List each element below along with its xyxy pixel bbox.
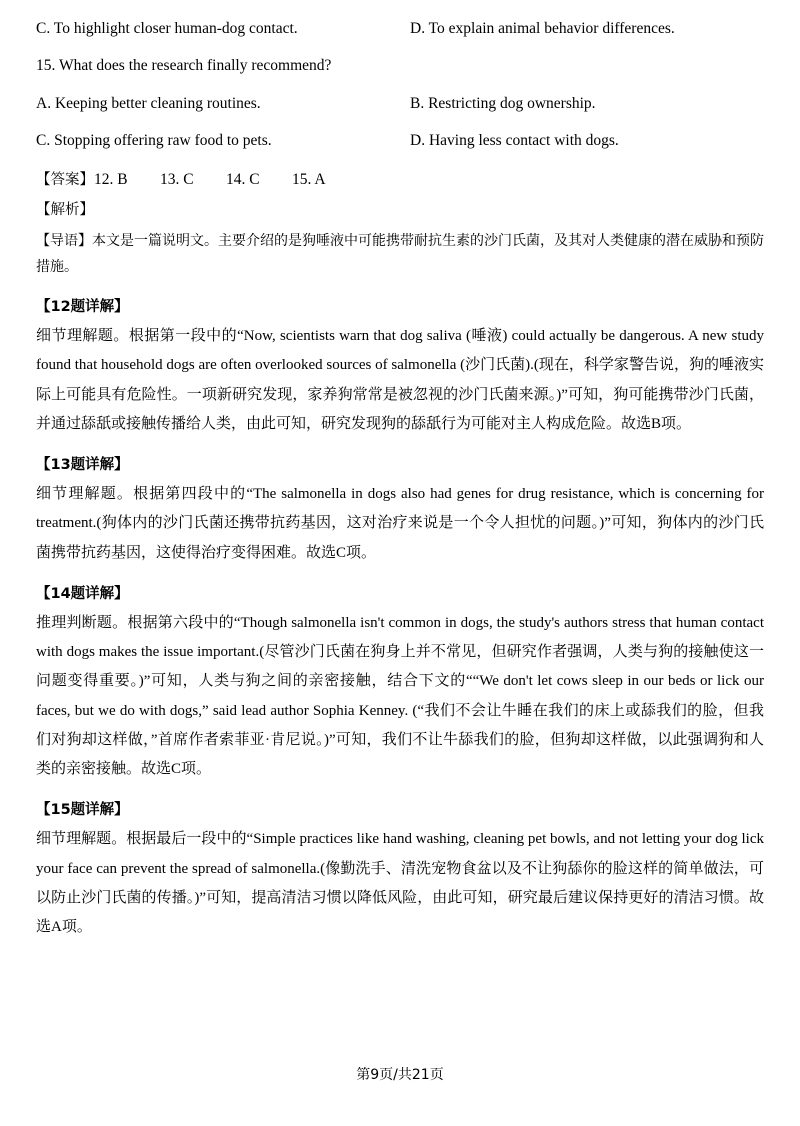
guide-text: 本文是一篇说明文。主要介绍的是狗唾液中可能携带耐抗生素的沙门氏菌，及其对人类健康的潜在威胁和预防措施。 xyxy=(36,232,764,276)
option-a-q15-cell xyxy=(36,93,400,115)
page-footer: 第9页/共21页 xyxy=(356,1067,444,1083)
explanation-body-14: 推理判断题。根据第六段中的“Though salmonella isn't common in dogs, the study's authors stress that human contact with dogs makes the issue important.(尽管沙门氏菌在狗身上并不常见，但研究作者强调，人类与狗的接触使这一问题变得重要。)”可知，人类与狗之间的亲密接触，结合下文的““We don't let cows sleep in our beds or lick our faces, but we do with dogs,” said lead author Sophia Kenney. (“我们不会让牛睡在我们的床上或舔我们的脸，但我们对狗却这样做，”首席作者索菲亚·肯尼说。)”可知，我们不让牛舔我们的脸，但狗却这样做，以此强调狗和人类的亲密接触。故选C项。 xyxy=(36,614,764,778)
explanation-body-13: 细节理解题。根据第四段中的“The salmonella in dogs also had genes for drug resistance, which is concerning for treatment.(狗体内的沙门氏菌还携带抗药基因，这对治疗来说是一个令人担忧的问题。)”可知，狗体内的沙门氏菌携带抗药基因，这使得治疗变得困难。故选C项。 xyxy=(36,486,764,561)
option-c-q14-cell xyxy=(36,18,400,40)
answer-item: 12. B xyxy=(94,170,128,188)
option-b-q15-cell xyxy=(400,93,764,115)
explanation-heading-12: 【12题详解】 xyxy=(36,299,129,316)
explanation-heading-15: 【15题详解】 xyxy=(36,802,129,819)
answer-key-label: 【答案】 xyxy=(36,171,94,188)
explanation-body-15: 细节理解题。根据最后一段中的“Simple practices like hand washing, cleaning pet bowls, and not letting your dog lick your face can prevent the spread of salmonella.(像勤洗手、清洗宠物食盆以及不让狗舔你的脸这样的简单做法，可以防止沙门氏菌的传播。)”可知，提高清洁习惯以降低风险，由此可知，研究最后建议保持更好的清洁习惯。故选A项。 xyxy=(36,831,764,936)
option-d-q15-cell xyxy=(400,130,764,152)
analysis-label: 【解析】 xyxy=(36,201,94,218)
guide-paragraph xyxy=(36,228,764,281)
question-15: 15. What does the research finally recommend? xyxy=(36,57,332,75)
option-d-q15: D. Having less contact with dogs. xyxy=(410,132,619,150)
option-b-q15: B. Restricting dog ownership. xyxy=(410,94,596,112)
answer-key xyxy=(36,168,764,189)
answer-item: 15. A xyxy=(292,170,326,188)
options-row-3 xyxy=(36,130,764,152)
answer-item: 14. C xyxy=(226,170,260,188)
option-c-q15: C. Stopping offering raw food to pets. xyxy=(36,132,272,150)
options-row-1 xyxy=(36,18,764,40)
option-c-q14: C. To highlight closer human-dog contact. xyxy=(36,20,298,37)
option-c-q15-cell xyxy=(36,130,400,152)
option-d-q14: D. To explain animal behavior differences. xyxy=(410,20,675,37)
answer-item: 13. C xyxy=(160,170,194,188)
explanation-body-12: 细节理解题。根据第一段中的“Now, scientists warn that dog saliva (唾液) could actually be dangerous. A new study found that household dogs are often overlooked sources of salmonella (沙门氏菌).(现在，科学家警告说，狗的唾液实际上可能具有危险性。一项新研究发现，家养狗常常是被忽视的沙门氏菌来源。)”可知，狗可能携带沙门氏菌，并通过舔舐或接触传播给人类，由此可知，研究发现狗的舔舐行为可能对主人构成危险。故选B项。 xyxy=(36,328,764,432)
option-d-q14-cell xyxy=(400,18,764,40)
explanation-heading-13: 【13题详解】 xyxy=(36,457,129,474)
guide-label: 【导语】 xyxy=(36,232,92,249)
options-row-2 xyxy=(36,93,764,115)
option-a-q15: A. Keeping better cleaning routines. xyxy=(36,94,261,112)
explanation-heading-14: 【14题详解】 xyxy=(36,585,129,602)
